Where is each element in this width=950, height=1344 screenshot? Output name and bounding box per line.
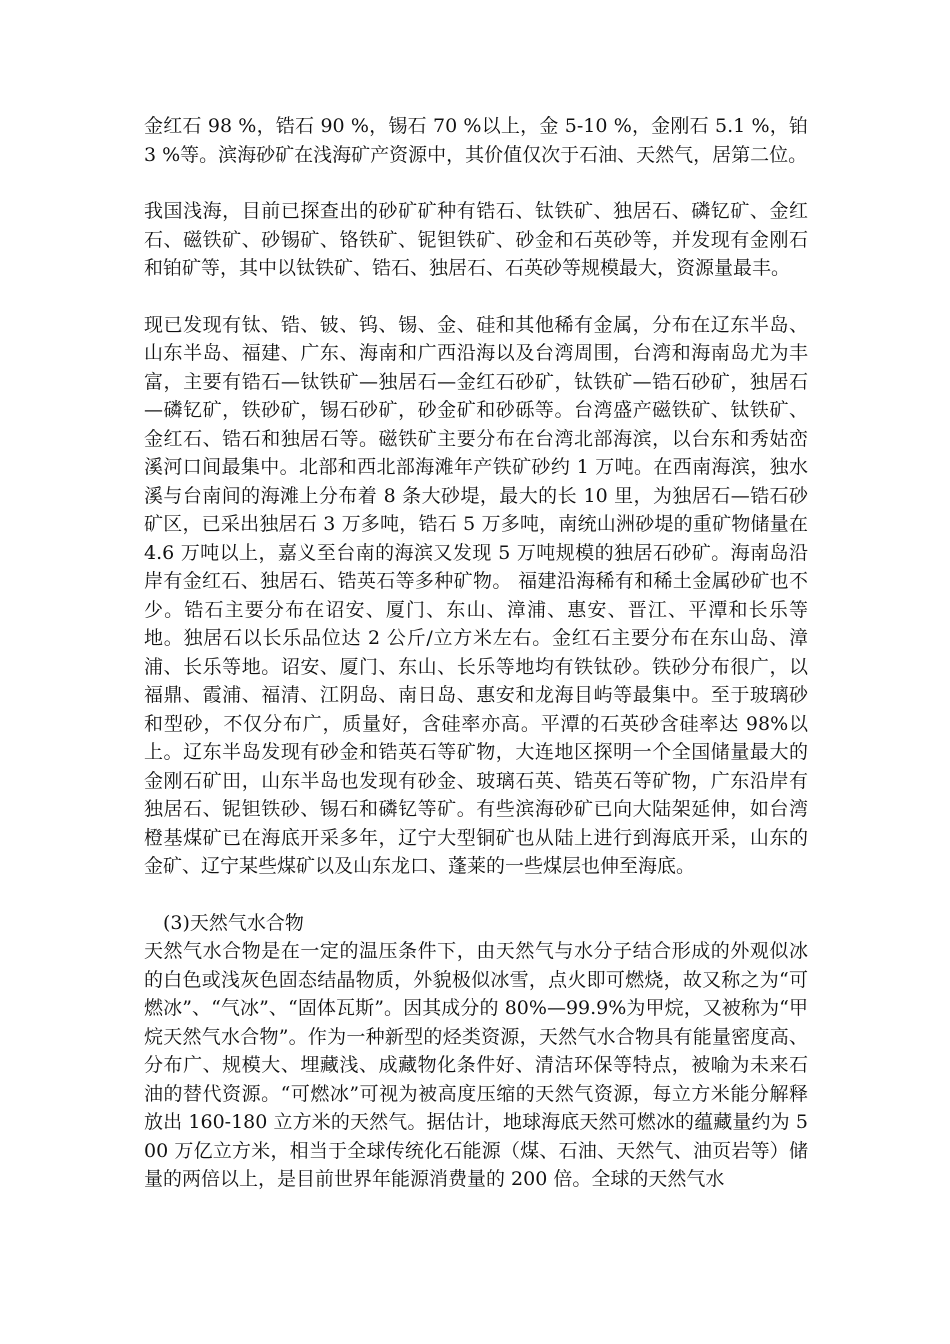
section-heading-gas-hydrate: (3)天然气水合物 — [163, 911, 304, 934]
document-body — [144, 112, 808, 1194]
paragraph-china-shallow-sea-placers: 我国浅海，目前已探查出的砂矿矿种有锆石、钛铁矿、独居石、磷钇矿、金红石、磁铁矿、砂锡矿、铬铁矿、铌钽铁矿、砂金和石英砂等，并发现有金刚石和铂矿等，其中以钛铁矿、锆石、独居石、石英砂等规模最大，资源量最丰。 — [144, 200, 808, 279]
paragraph-gas-hydrate: 天然气水合物是在一定的温压条件下，由天然气与水分子结合形成的外观似冰的白色或浅灰色固态结晶物质，外貌极似冰雪，点火即可燃烧，故又称之为“可燃冰”、“气冰”、“固体瓦斯”。因其成分的 80%—99.9%为甲烷，又被称为“甲烷天然气水合物”。作为一种新型的烃类资源，天然气水合物具有能量密度高、分布广、规模大、埋藏浅、成藏物化条件好、清洁环保等特点，被喻为未来石油的替代资源。“可燃冰”可视为被高度压缩的天然气资源，每立方米能分解释放出 160-180 立方米的天然气。据估计，地球海底天然可燃冰的蕴藏量约为 500 万亿立方米，相当于全球传统化石能源（煤、石油、天然气、油页岩等）储量的两倍以上，是目前世界年能源消费量的 200 倍。全球的天然气水 — [144, 940, 808, 1190]
paragraph-mineral-percentages: 金红石 98 %，锆石 90 %，锡石 70 %以上，金 5-10 %，金刚石 5.1 %，铂 3 %等。滨海砂矿在浅海矿产资源中，其价值仅次于石油、天然气，居第二位。 — [144, 115, 808, 166]
paragraph-discovered-minerals-distribution: 现已发现有钛、锆、铍、钨、锡、金、硅和其他稀有金属，分布在辽东半岛、山东半岛、福建、广东、海南和广西沿海以及台湾周围，台湾和海南岛尤为丰富，主要有锆石—钛铁矿—独居石—金红石砂矿，钛铁矿—锆石砂矿，独居石—磷钇矿，铁砂矿，锡石砂矿，砂金矿和砂砾等。台湾盛产磁铁矿、钛铁矿、金红石、锆石和独居石等。磁铁矿主要分布在台湾北部海滨，以台东和秀姑峦溪河口间最集中。北部和西北部海滩年产铁矿砂约 1 万吨。在西南海滨，独水溪与台南间的海滩上分布着 8 条大砂堤，最大的长 10 里，为独居石—锆石砂矿区，已采出独居石 3 万多吨，锆石 5 万多吨，南统山洲砂堤的重矿物储量在 4.6 万吨以上，嘉义至台南的海滨又发现 5 万吨规模的独居石砂矿。海南岛沿岸有金红石、独居石、锆英石等多种矿物。 福建沿海稀有和稀土金属砂矿也不少。锆石主要分布在诏安、厦门、东山、漳浦、惠安、晋江、平潭和长乐等地。独居石以长乐品位达 2 公斤/立方米左右。金红石主要分布在东山岛、漳浦、长乐等地。诏安、厦门、东山、长乐等地均有铁钛砂。铁砂分布很广，以福鼎、霞浦、福清、江阴岛、南日岛、惠安和龙海目屿等最集中。至于玻璃砂和型砂，不仅分布广，质量好，含硅率亦高。平潭的石英砂含硅率达 98%以上。辽东半岛发现有砂金和锆英石等矿物，大连地区探明一个全国储量最大的金刚石矿田，山东半岛也发现有砂金、玻璃石英、锆英石等矿物，广东沿岸有独居石、铌钽铁砂、锡石和磷钇等矿。有些滨海砂矿已向大陆架延伸，如台湾橙基煤矿已在海底开采多年，辽宁大型铜矿也从陆上进行到海底开采，山东的金矿、辽宁某些煤矿以及山东龙口、蓬莱的一些煤层也伸至海底。 — [144, 313, 808, 877]
